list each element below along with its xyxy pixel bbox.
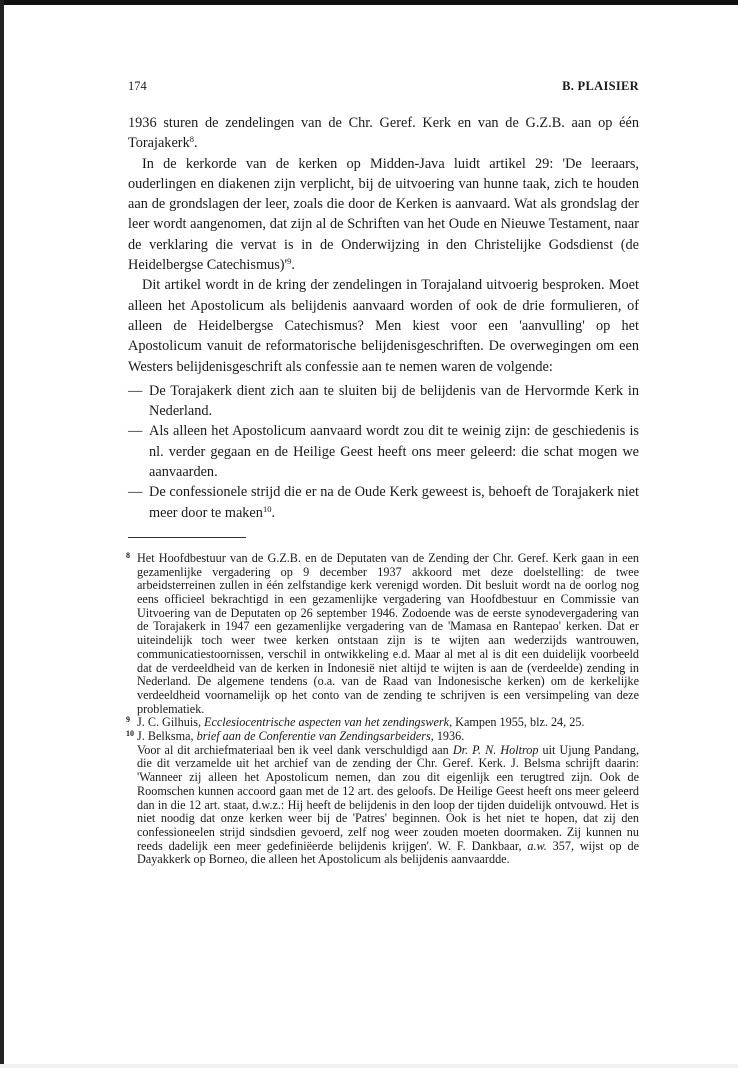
paragraph-2 (128, 154, 639, 276)
running-header (128, 76, 639, 96)
paragraph-1-end: . (193, 135, 198, 152)
footnote-9 (128, 716, 639, 730)
page-number: 174 (128, 79, 147, 93)
abbreviation: a.w. (527, 838, 547, 853)
list-item (128, 381, 639, 422)
scan-edge-bottom (0, 1064, 738, 1068)
list-item-text: De Torajakerk dient zich aan te sluiten bij de belijdenis van de Hervormde Kerk in Nederland. (149, 382, 639, 420)
dash-bullet: — (128, 484, 143, 501)
footnotes (128, 552, 639, 867)
cited-title: brief aan de Conferentie van Zendingsarbeiders, (196, 729, 434, 744)
scan-edge-top (0, 0, 738, 5)
list-item-end: . (271, 504, 276, 521)
paragraph-1 (128, 113, 639, 154)
list-item-text: De confessionele strijd die er na de Oude Kerk geweest is, behoeft de Torajakerk niet meer door te maken (149, 484, 639, 521)
running-head-author: B. PLAISIER (562, 79, 639, 93)
paragraph-1-text: 1936 sturen de zendelingen van de Chr. Geref. Kerk en van de G.Z.B. aan op één Torajakerk (128, 115, 639, 152)
paragraph-2-text: In de kerkorde van de kerken op Midden-Java luidt artikel 29: 'De leeraars, ouderlingen en diakenen zijn verplicht, bij de uitvoering van hunne taak, zich te houden aan de grondslagen der leer, zoals die door de Kerken is aanvaard. Wat als grondslag der leer wordt aangenomen, dat zijn al de Schriften van het Oude en Nieuwe Testament, naar de verklaring die vervat is in de Onderwijzing in den Christelijke Godsdienst (de Heidelbergse Catechismus)' (128, 155, 639, 274)
list-item-text: Als alleen het Apostolicum aanvaard wordt zou dit te weinig zijn: de geschiedenis is nl. verder gegaan en de Heilige Geest heeft ons meer geleerd: die schat mogen we aanvaarden. (149, 423, 639, 481)
scan-edge-left (0, 0, 4, 1068)
footnote-mark: 8 (126, 550, 130, 560)
footnote-mark: 10 (126, 729, 134, 739)
footnote-10 (128, 730, 639, 744)
cited-title: Ecclesiocentrische aspecten van het zendingswerk, (204, 715, 453, 730)
footnote-text: 357, wijst op de Dayakkerk op Borneo, die alleen het Apostolicum als belijdenis aanvaardde. (137, 838, 639, 867)
person-name: Dr. P. N. Holtrop (452, 742, 539, 757)
main-text (128, 113, 639, 523)
paragraph-2-end: . (291, 257, 295, 274)
dash-bullet: — (128, 382, 143, 399)
footnote-ref-9: 9 (287, 256, 292, 267)
footnote-text: Kampen 1955, blz. 24, 25. (452, 715, 585, 730)
footnote-text: Het Hoofdbestuur van de G.Z.B. en de Deputaten van de Zending der Chr. Geref. Kerk gaan in een gezamenlijke vergadering op 9 december 1937 akkoord met deze doelstelling: de twee arbeidsterreinen zullen in één zelfstandige kerk verenigd worden. Dit besluit wordt na de oorlog nog eens officieel bekrachtigd in een gezamenlijke vergadering van Hoofdbestuur en Commissie van Uitvoering van de Deputaten op 26 september 1946. Zodoende was de eerste synodevergadering van de Torajakerk in 1947 een gezamenlijke vergadering van de 'Mamasa en Rantepao' kerken. Dat er uiteindelijk toch weer twee kerken ontstaan zijn is te wijten aan wederzijds wantrouwen, communicatiestoornissen, verschil in ontwikkeling e.d. Maar al met al is dit een duidelijk voorbeeld dat de verdeeldheid van de kerken in Indonesië niet altijd te wijten is aan de (verdeelde) zending in Nederland. De algemene tendens (o.a. van de Raad van Indonesische kerken) om de kerkelijke verdeeldheid voornamelijk op het conto van de zending te schrijven is een versimpeling van deze problematiek. (137, 550, 639, 716)
footnote-text: uit Ujung Pandang, die dit verzamelde uit het archief van de zending der Chr. Geref. Kerk. J. Belsma schrijft daarin: 'Wanneer zij alleen het Apostolicum nemen, dan zou dit eigenlijk een terugtred zijn. Ook de Roomschen kunnen accoord gaan met de 12 art. des geloofs. De Heilige Geest heeft ons meer geleerd dan in die 12 art. staat, d.w.z.: Hij heeft de belijdenis in den loop der tijden duidelijk ontvouwd. Het is niet noodig dat onze kerken weer bij de 'Patres' beginnen. Ook is het niet te hopen, dat zij den confessioneelen strijd sindsdien gevoerd, zelf nog weer zouden moeten doormaken. Zij kunnen nu reeds dadelijk een meer gedefiniëerde belijdenis krijgen'. W. F. Dankbaar, (137, 742, 639, 853)
footnote-text: Voor al dit archiefmateriaal ben ik veel dank verschuldigd aan (137, 742, 453, 757)
paragraph-3: Dit artikel wordt in de kring der zendelingen in Torajaland uitvoerig besproken. Moet alleen het Apostolicum als belijdenis aanvaard worden of ook de drie formulieren, of alleen de Heidelbergse Catechismus? Men kiest voor een 'aanvulling' op het Apostolicum vanuit de reformatorische belijdenisgeschriften. De overwegingen om een Westers belijdenisgeschrift als confessie aan te nemen waren de volgende: (128, 277, 639, 375)
considerations-list (128, 381, 639, 523)
book-page (128, 76, 639, 867)
list-item (128, 421, 639, 482)
list-item (128, 482, 639, 523)
footnote-text: J. C. Gilhuis, (137, 715, 205, 730)
footnote-mark: 9 (126, 715, 130, 725)
footnote-text: J. Belksma, (137, 729, 197, 744)
footnote-8 (128, 552, 639, 716)
footnote-ref-8: 8 (189, 134, 194, 145)
footnote-ref-10: 10 (262, 503, 272, 514)
footnote-text: 1936. (433, 729, 465, 744)
footnote-10-continuation (128, 744, 639, 867)
footnote-divider (128, 537, 246, 538)
dash-bullet: — (128, 423, 143, 440)
